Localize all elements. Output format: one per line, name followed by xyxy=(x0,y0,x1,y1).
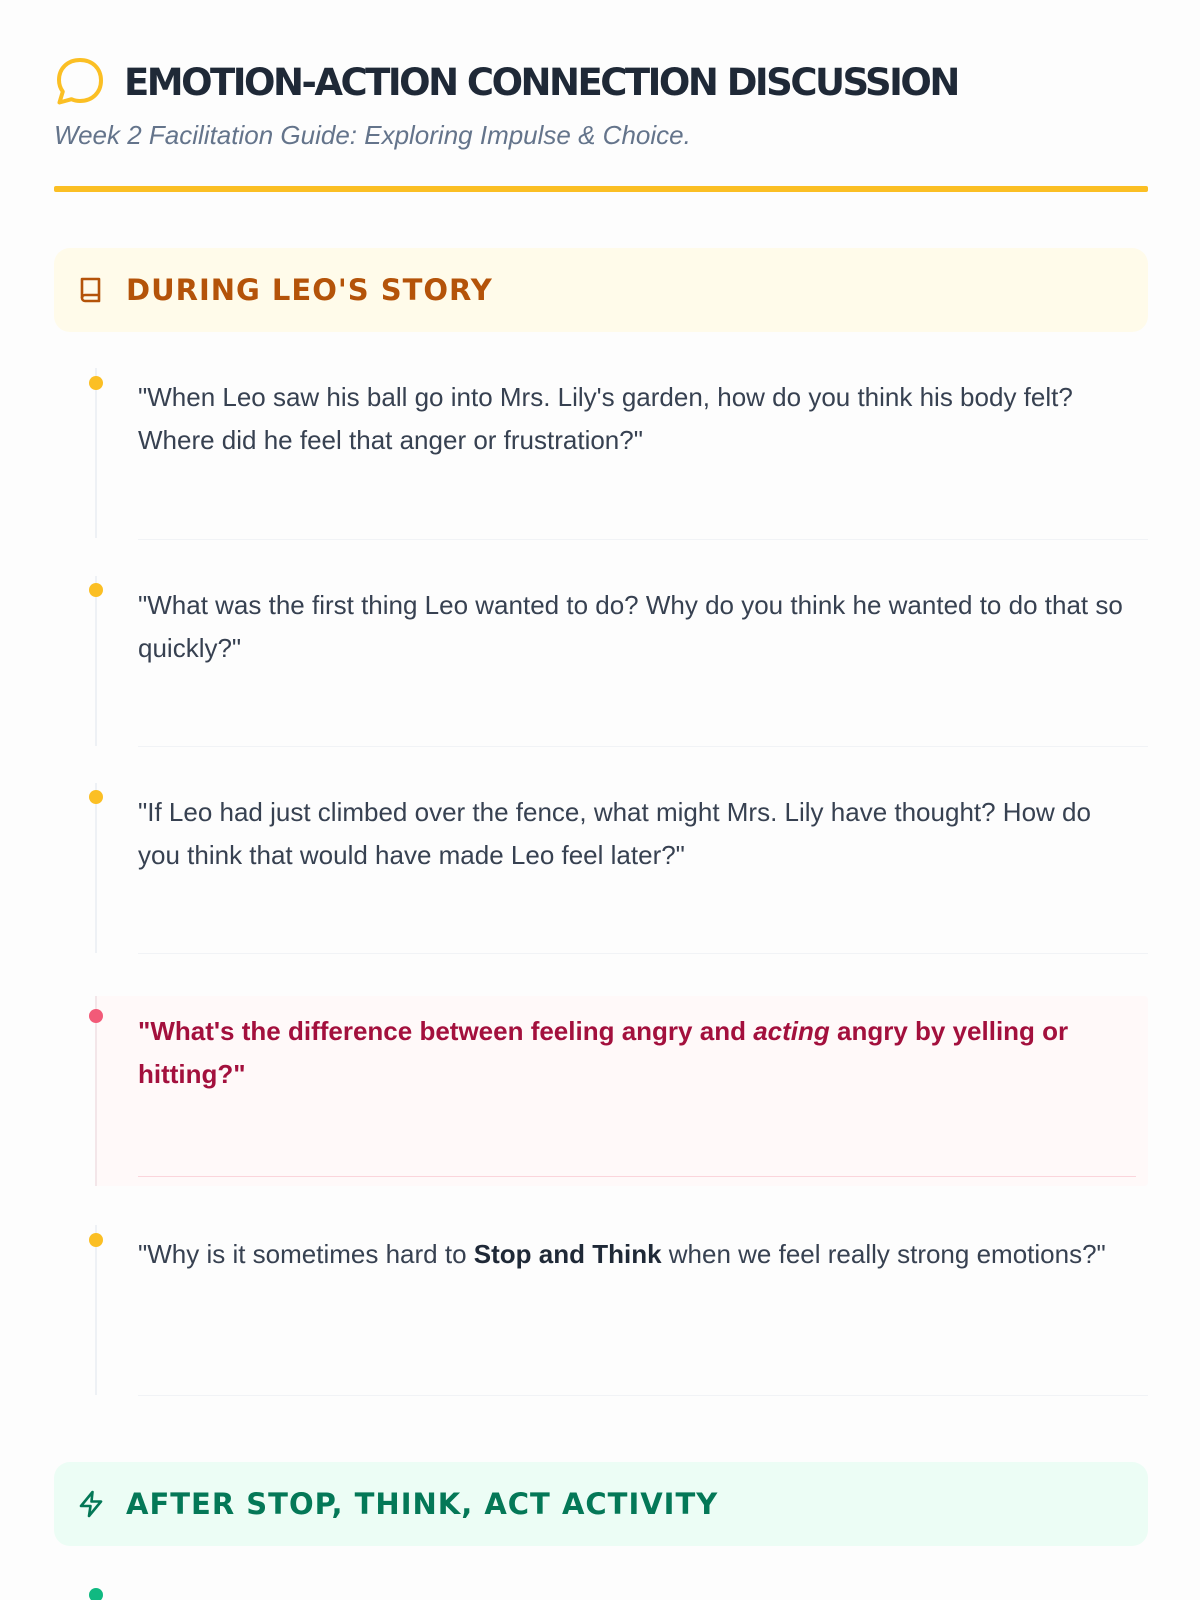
question-text: "If Leo had just climbed over the fence, what might Mrs. Lily have thought? How do you think that would have made Leo feel later?" xyxy=(138,797,1091,870)
question-divider xyxy=(138,1176,1136,1177)
question-divider xyxy=(138,746,1148,747)
chat-bubble-icon xyxy=(54,56,106,108)
section-header-after-activity xyxy=(54,1462,1148,1546)
key-question-text: "What's the difference between feeling angry and acting angry by yelling or hitting?" xyxy=(138,1016,1069,1089)
page-title: EMOTION-ACTION CONNECTION DISCUSSION xyxy=(124,60,958,104)
emphasis-text: acting xyxy=(753,1016,830,1046)
lightning-icon xyxy=(76,1489,106,1519)
question-divider xyxy=(138,1395,1148,1396)
question-item xyxy=(80,576,1148,746)
bullet-dot xyxy=(89,376,103,390)
title-row xyxy=(54,54,1148,110)
bullet-dot xyxy=(89,583,103,597)
question-item xyxy=(80,783,1148,953)
section-title: AFTER STOP, THINK, ACT ACTIVITY xyxy=(126,1487,719,1521)
section-header-during-story xyxy=(54,248,1148,332)
bullet-dot xyxy=(89,790,103,804)
question-item xyxy=(80,368,1148,538)
question-text: "When Leo saw his ball go into Mrs. Lily's garden, how do you think his body felt? Where did he feel that anger or frustration?" xyxy=(138,382,1073,455)
header-divider xyxy=(54,186,1148,192)
bullet-dot xyxy=(89,1233,103,1247)
book-icon xyxy=(76,275,106,305)
question-divider xyxy=(138,953,1148,954)
bullet-dot xyxy=(89,1588,103,1600)
bullet-dot xyxy=(89,1009,103,1023)
question-divider xyxy=(138,539,1148,540)
strong-text: Stop and Think xyxy=(473,1239,662,1269)
page-subtitle: Week 2 Facilitation Guide: Exploring Impulse & Choice. xyxy=(54,120,691,150)
page-header xyxy=(54,54,1148,154)
question-text: "Why is it sometimes hard to Stop and Think when we feel really strong emotions?" xyxy=(138,1239,1106,1269)
section-title: DURING LEO'S STORY xyxy=(126,273,493,307)
question-item xyxy=(80,1225,1148,1395)
key-question-item xyxy=(80,996,1148,1186)
question-text: "What was the first thing Leo wanted to do? Why do you think he wanted to do that so quickly?" xyxy=(138,590,1123,663)
